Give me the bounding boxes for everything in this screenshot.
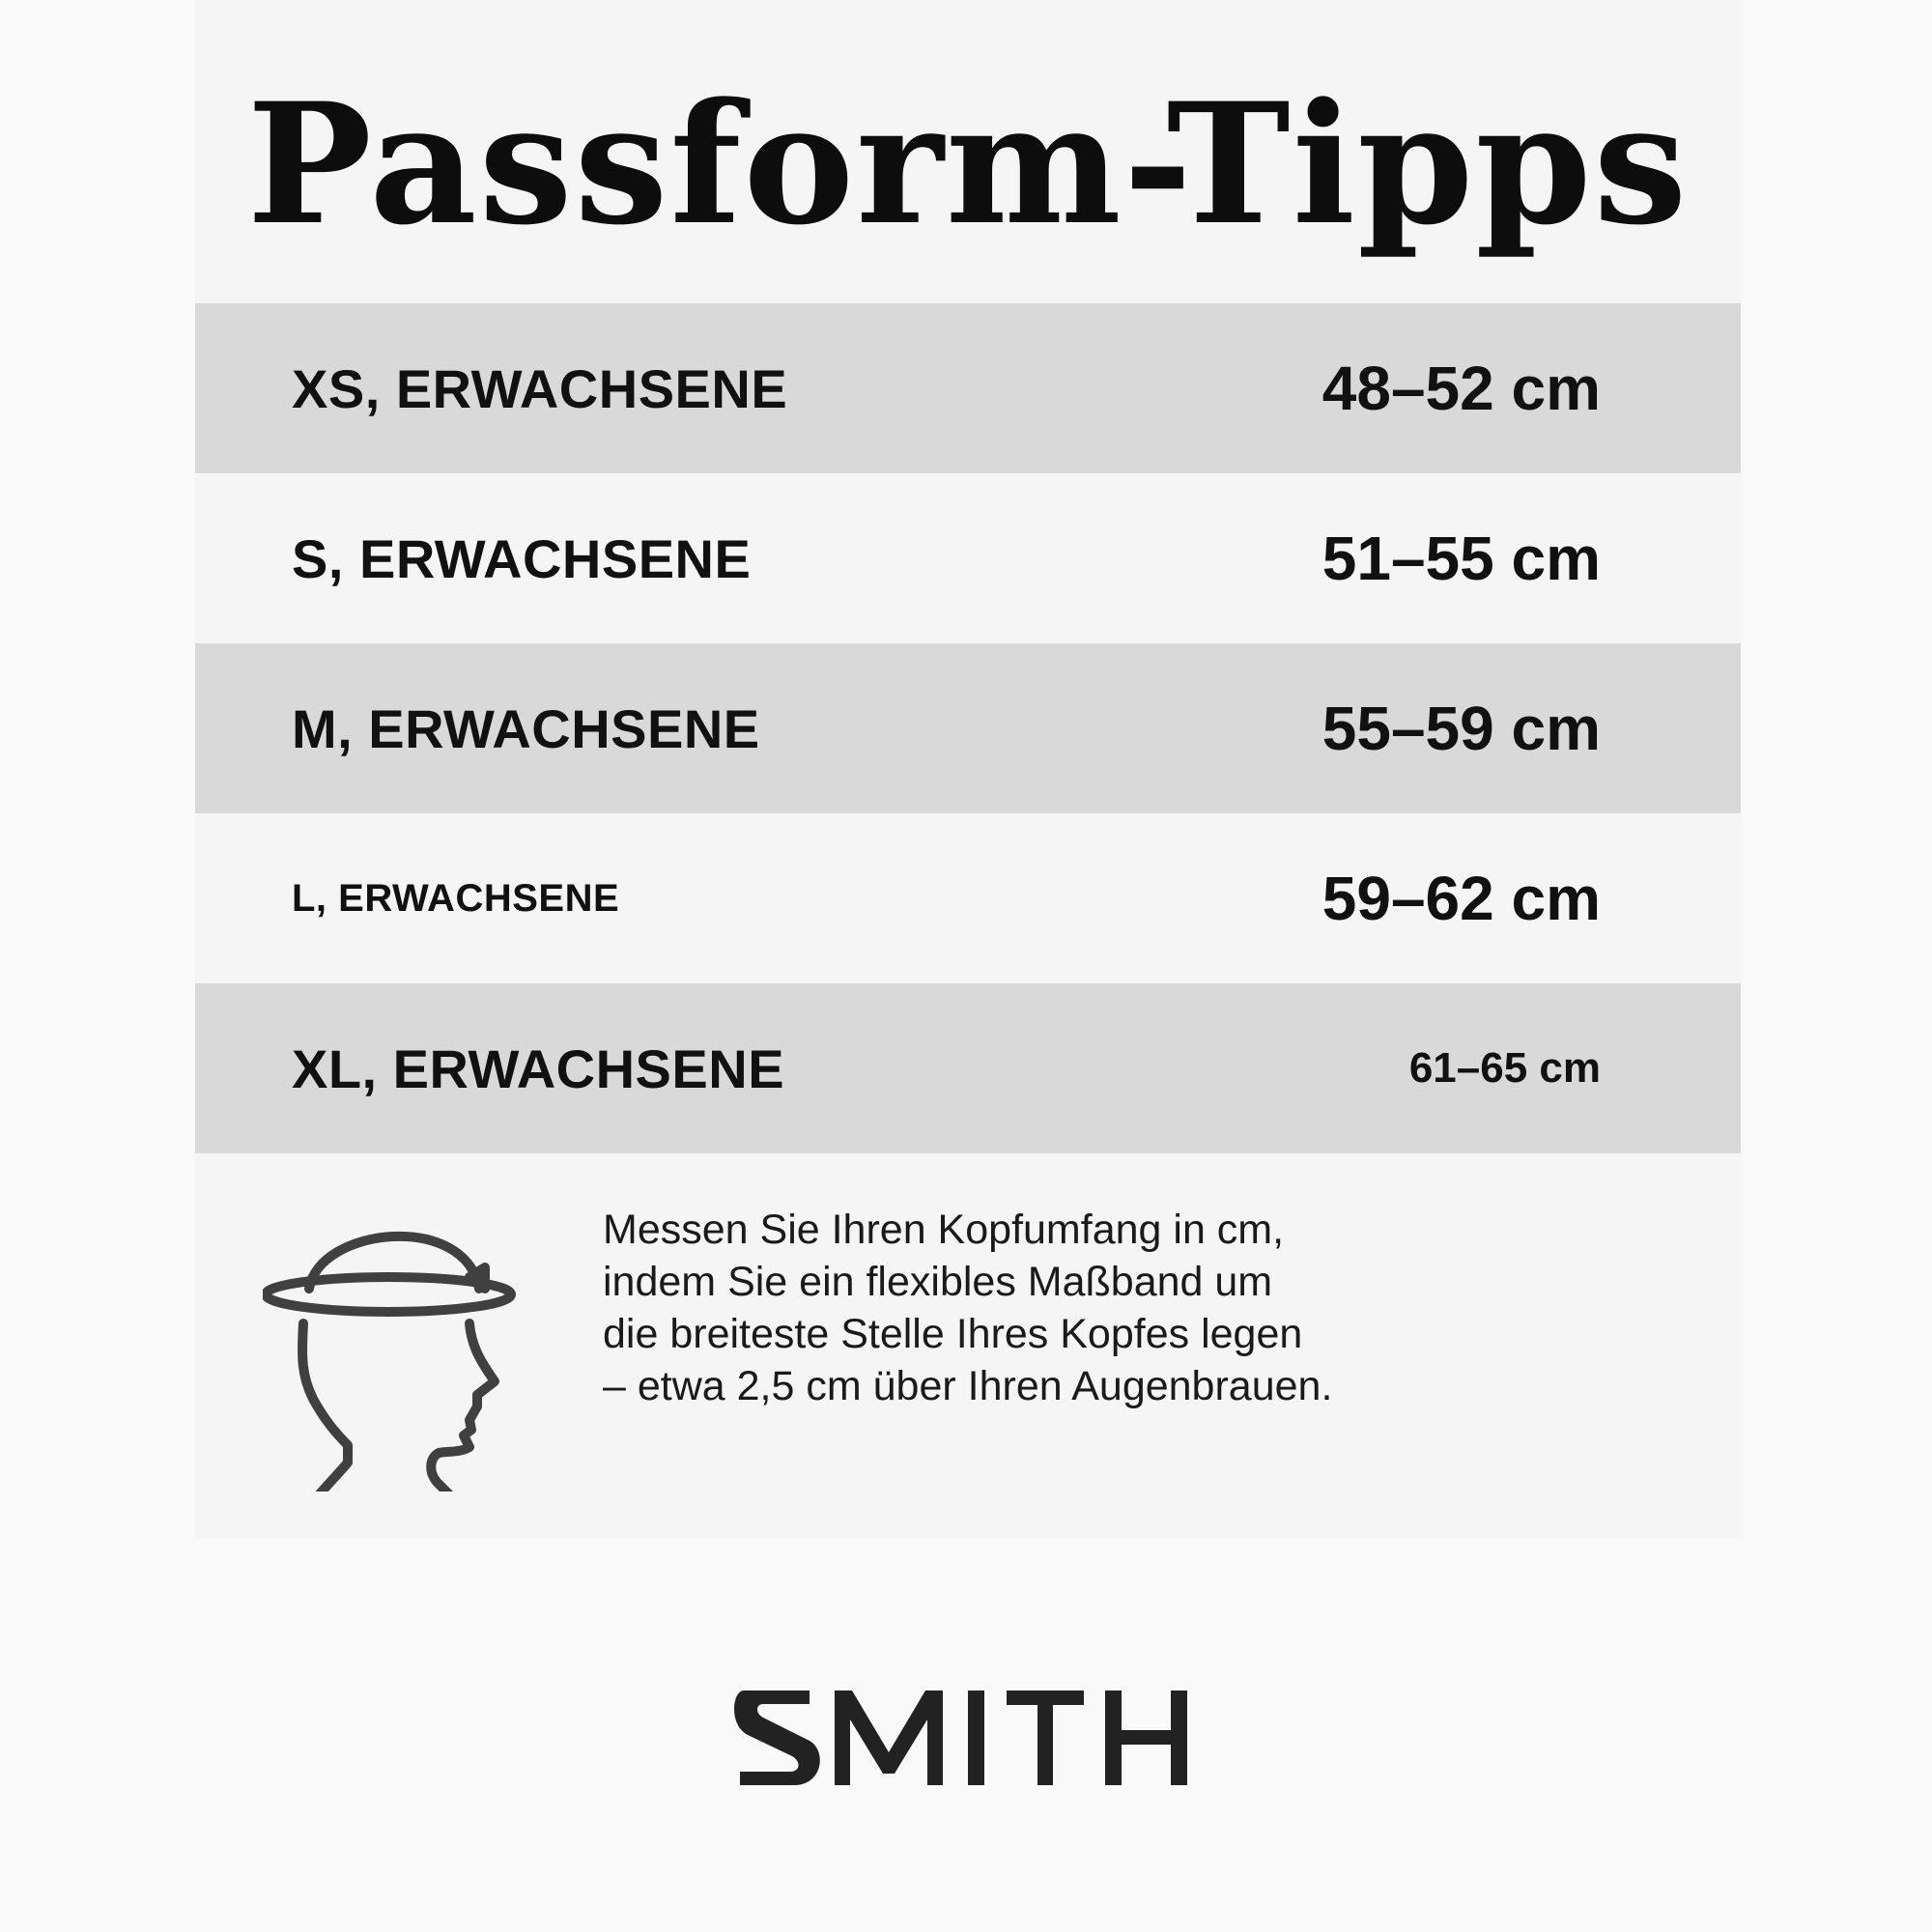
- head-measure-icon: [263, 1192, 543, 1492]
- size-row-xl: [195, 983, 1741, 1153]
- size-range: 51–55 cm: [1321, 524, 1601, 593]
- size-label: XL, ERWACHSENE: [292, 1037, 785, 1099]
- size-label: S, ERWACHSENE: [292, 527, 752, 589]
- size-range: 48–52 cm: [1321, 354, 1601, 423]
- size-row-s: [195, 473, 1741, 643]
- size-range: 59–62 cm: [1321, 864, 1601, 933]
- page-title: Passform-Tipps: [246, 66, 1690, 262]
- measure-text: [603, 1204, 1569, 1412]
- measure-text-line: Messen Sie Ihren Kopfumfang in cm,: [603, 1207, 1285, 1253]
- size-label: M, ERWACHSENE: [292, 697, 760, 759]
- size-table: [195, 303, 1741, 1153]
- size-range: 55–59 cm: [1321, 694, 1601, 763]
- measure-text-line: indem Sie ein flexibles Maßband um: [603, 1259, 1273, 1305]
- size-row-l: [195, 813, 1741, 983]
- smith-logo: [734, 1681, 1198, 1797]
- size-label: XS, ERWACHSENE: [292, 357, 788, 419]
- size-range: 61–65 cm: [1408, 1044, 1601, 1092]
- size-row-m: [195, 643, 1741, 813]
- size-label: L, ERWACHSENE: [292, 876, 620, 920]
- measure-text-line: – etwa 2,5 cm über Ihren Augenbrauen.: [603, 1363, 1333, 1409]
- measure-instructions: [195, 1153, 1741, 1538]
- measure-text-line: die breiteste Stelle Ihres Kopfes legen: [603, 1311, 1303, 1357]
- size-row-xs: [195, 303, 1741, 473]
